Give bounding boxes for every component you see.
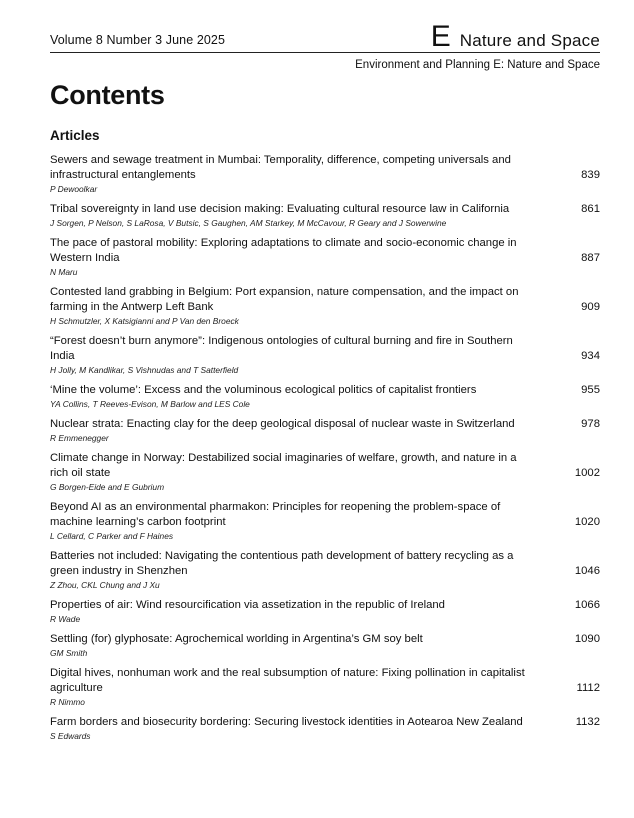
article-entry[interactable] — [50, 202, 600, 229]
page-title: Contents — [50, 80, 165, 110]
article-page-number: 887 — [581, 252, 600, 264]
article-title[interactable]: Properties of air: Wind resourcification via assetization in the republic of Ireland — [50, 599, 445, 611]
article-entry[interactable] — [50, 715, 600, 742]
journal-full-name: Environment and Planning E: Nature and Space — [355, 59, 600, 71]
article-page-number: 1046 — [574, 565, 600, 577]
article-authors: YA Collins, T Reeves-Evison, M Barlow and LES Cole — [50, 399, 250, 409]
article-authors: L Cellard, C Parker and F Haines — [50, 531, 174, 541]
article-page-number: 839 — [581, 169, 600, 181]
journal-logo — [431, 22, 600, 52]
article-authors: R Wade — [50, 614, 81, 624]
article-authors: G Borgen-Eide and E Gubrium — [50, 482, 165, 492]
article-title[interactable]: Tribal sovereignty in land use decision making: Evaluating cultural resource law in California — [50, 203, 510, 215]
article-entry[interactable] — [50, 549, 600, 591]
article-entry[interactable] — [50, 666, 600, 708]
article-authors: R Nimmo — [50, 697, 85, 707]
article-title[interactable]: Farm borders and biosecurity bordering: Securing livestock identities in Aotearoa New Zealand — [50, 716, 523, 728]
article-title[interactable]: Digital hives, nonhuman work and the real subsumption of nature: Fixing pollination in capitalist agriculture — [50, 667, 525, 694]
article-authors: Z Zhou, CKL Chung and J Xu — [50, 580, 160, 590]
article-title[interactable]: Beyond AI as an environmental pharmakon: Principles for reopening the problem-space of machine learning’s carbon footprint — [50, 501, 501, 528]
article-page-number: 1132 — [575, 716, 600, 728]
article-title[interactable]: The pace of pastoral mobility: Exploring adaptations to climate and socio-economic change in Western India — [50, 237, 517, 264]
article-entry[interactable] — [50, 334, 600, 376]
article-page-number: 1066 — [574, 599, 600, 611]
volume-info: Volume 8 Number 3 June 2025 — [50, 33, 226, 47]
article-entry[interactable] — [50, 417, 600, 444]
article-page-number: 934 — [581, 350, 600, 362]
article-entry[interactable] — [50, 632, 600, 659]
article-entry[interactable] — [50, 500, 600, 542]
article-title[interactable]: Settling (for) glyphosate: Agrochemical worlding in Argentina’s GM soy belt — [50, 633, 423, 645]
article-entry[interactable] — [50, 153, 600, 195]
article-page-number: 1090 — [574, 633, 600, 645]
article-title[interactable]: Contested land grabbing in Belgium: Port expansion, nature compensation, and the impact on farming in the Antwerp Left Bank — [50, 286, 519, 313]
article-title[interactable]: Batteries not included: Navigating the contentious path development of battery recycling as a green industry in Shenzhen — [50, 550, 514, 577]
article-entry[interactable] — [50, 285, 600, 327]
article-authors: S Edwards — [50, 731, 91, 741]
article-authors: GM Smith — [50, 648, 88, 658]
article-page-number: 1112 — [576, 682, 600, 694]
article-authors: J Sorgen, P Nelson, S LaRosa, V Butsic, S Gaughen, AM Starkey, M McCavour, R Geary and J Sowerwine — [50, 218, 447, 228]
journal-short-name: Nature and Space — [459, 31, 600, 50]
article-page-number: 861 — [581, 203, 600, 215]
article-authors: H Schmutzler, X Katsigianni and P Van den Broeck — [50, 316, 239, 326]
article-title[interactable]: “Forest doesn’t burn anymore”: Indigenous ontologies of cultural burning and fire in Southern India — [50, 335, 513, 362]
article-title[interactable]: Nuclear strata: Enacting clay for the deep geological disposal of nuclear waste in Switzerland — [50, 418, 515, 430]
article-page-number: 909 — [581, 301, 600, 313]
article-page-number: 1020 — [574, 516, 600, 528]
articles-list — [50, 153, 600, 749]
article-entry[interactable] — [50, 383, 600, 410]
article-authors: P Dewoolkar — [50, 184, 98, 194]
article-entry[interactable] — [50, 451, 600, 493]
header-rule — [50, 52, 600, 53]
journal-logo-letter: E — [430, 20, 451, 53]
article-authors: N Maru — [50, 267, 78, 277]
article-authors: R Emmenegger — [50, 433, 109, 443]
article-title[interactable]: Sewers and sewage treatment in Mumbai: Temporality, difference, competing universals and infrastructural entanglements — [50, 154, 511, 181]
article-title[interactable]: ‘Mine the volume’: Excess and the voluminous ecological politics of capitalist frontiers — [50, 384, 477, 396]
article-page-number: 1002 — [574, 467, 600, 479]
article-title[interactable]: Climate change in Norway: Destabilized social imaginaries of welfare, growth, and nature in a rich oil state — [50, 452, 517, 479]
article-entry[interactable] — [50, 236, 600, 278]
article-authors: H Jolly, M Kandlikar, S Vishnudas and T Satterfield — [50, 365, 239, 375]
article-page-number: 955 — [581, 384, 600, 396]
article-page-number: 978 — [581, 418, 600, 430]
section-title: Articles — [50, 128, 100, 143]
article-entry[interactable] — [50, 598, 600, 625]
